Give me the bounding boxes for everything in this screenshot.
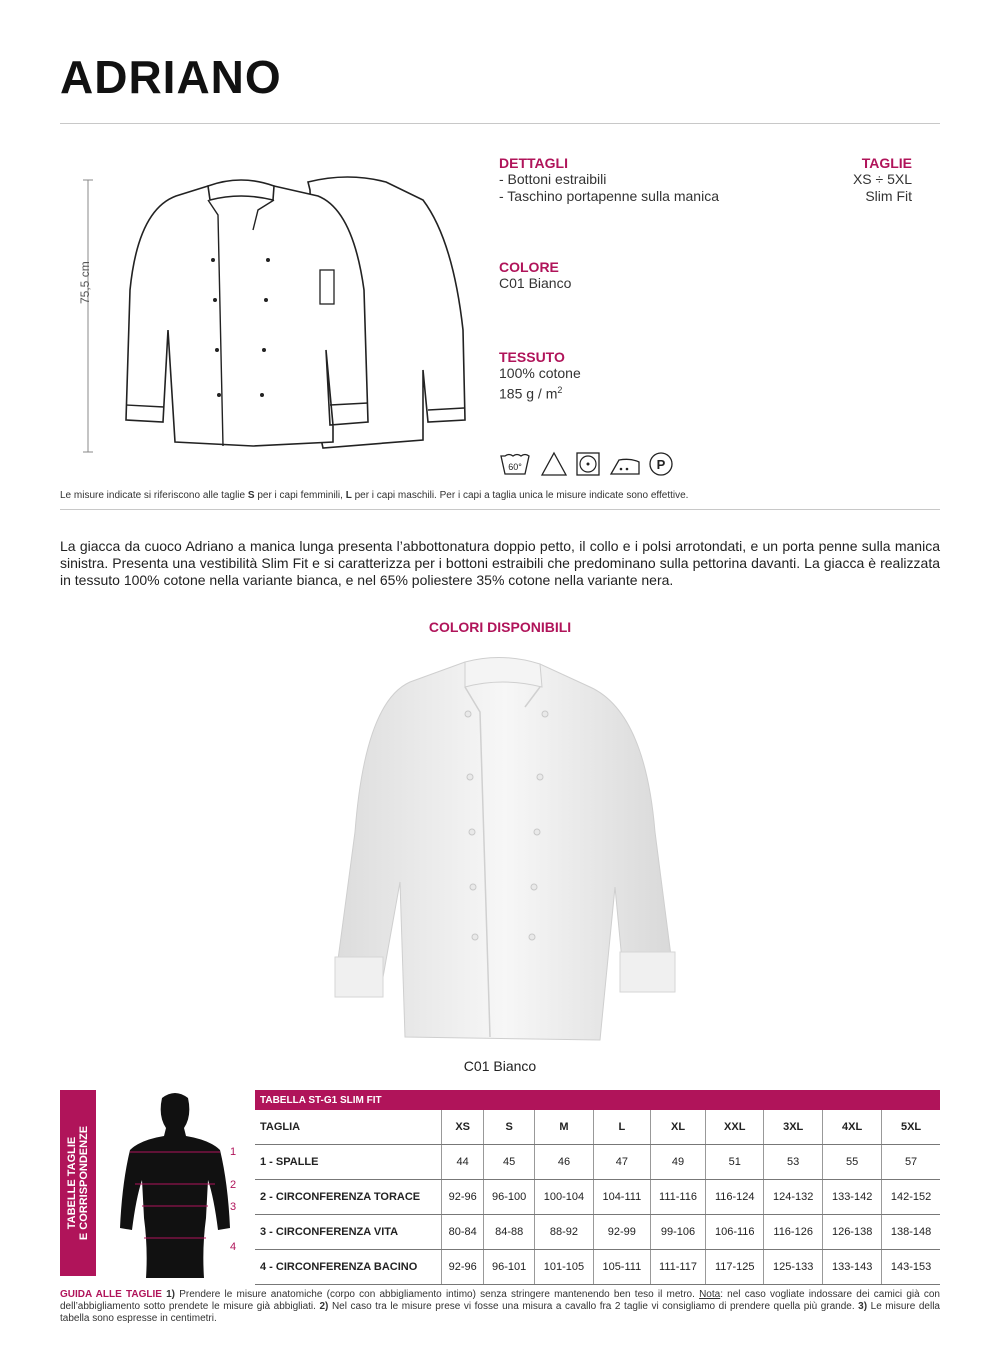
svg-text:60°: 60°	[508, 462, 522, 472]
sizes-range: XS ÷ 5XL	[852, 171, 912, 187]
cell: 142-152	[882, 1180, 940, 1215]
cell: 133-142	[823, 1180, 882, 1215]
color-heading: COLORE	[499, 259, 559, 275]
size-col: S	[484, 1110, 535, 1145]
cell: 143-153	[882, 1250, 940, 1285]
details-item: - Bottoni estraibili	[499, 171, 607, 187]
wash-60-icon	[501, 455, 529, 475]
table-row	[255, 1145, 940, 1180]
table-row	[255, 1215, 940, 1250]
cell: 57	[882, 1145, 940, 1180]
cell: 117-125	[706, 1250, 764, 1285]
details-heading: DETTAGLI	[499, 155, 568, 171]
cell: 53	[764, 1145, 823, 1180]
size-col: 4XL	[823, 1110, 882, 1145]
cell: 133-143	[823, 1250, 882, 1285]
jacket-technical-drawing	[78, 170, 473, 460]
cell: 105-111	[593, 1250, 650, 1285]
cell: 47	[593, 1145, 650, 1180]
jacket-photo-white	[330, 652, 680, 1044]
fabric-weight: 185 g / $m^2$	[499, 385, 563, 402]
cell: 106-116	[706, 1215, 764, 1250]
cell: 104-111	[593, 1180, 650, 1215]
sizes-heading: TAGLIE	[861, 155, 912, 171]
row-label: 2 - CIRCONFERENZA TORACE	[255, 1180, 442, 1215]
size-col: M	[534, 1110, 593, 1145]
row-label: 3 - CIRCONFERENZA VITA	[255, 1215, 442, 1250]
page-title: ADRIANO	[60, 51, 282, 103]
cell: 101-105	[534, 1250, 593, 1285]
size-note: Le misure indicate si riferiscono alle taglie S per i capi femminili, L per i capi maschili. Per i capi a taglia unica le misure indicate sono effettive.	[60, 490, 689, 501]
cell: 92-96	[442, 1180, 484, 1215]
cell: 92-99	[593, 1215, 650, 1250]
fabric-heading: TESSUTO	[499, 349, 565, 365]
table-row	[255, 1250, 940, 1285]
body-marker: 1	[230, 1146, 237, 1158]
cell: 99-106	[650, 1215, 706, 1250]
size-header-label: TAGLIA	[255, 1110, 442, 1145]
swatch-label: C01 Bianco	[463, 1058, 537, 1074]
cell: 84-88	[484, 1215, 535, 1250]
fabric-composition: 100% cotone	[499, 365, 581, 381]
body-marker: 4	[230, 1241, 237, 1253]
cell: 49	[650, 1145, 706, 1180]
body-marker: 2	[230, 1179, 237, 1191]
cell: 46	[534, 1145, 593, 1180]
size-col: 5XL	[882, 1110, 940, 1145]
svg-text:P: P	[656, 457, 666, 472]
cell: 80-84	[442, 1215, 484, 1250]
cell: 116-124	[706, 1180, 764, 1215]
size-col: XL	[650, 1110, 706, 1145]
cell: 126-138	[823, 1215, 882, 1250]
cell: 45	[484, 1145, 535, 1180]
note-divider	[60, 509, 940, 510]
product-description: La giacca da cuoco Adriano a manica lunga presenta l’abbottonatura doppio petto, il collo e i polsi arrotondati, e un porta penne sulla manica sinistra. Presenta una vestibilità Slim Fit e si caratterizza per i bottoni estraibili che predominano sulla pettorina davanti. La giacca è realizzata in tessuto 100% cotone nella variante bianca, e nel 65% poliestere 35% cotone nella variante nera.	[60, 538, 940, 588]
size-col: 3XL	[764, 1110, 823, 1145]
size-table-header: TABELLA ST-G1 SLIM FIT	[255, 1090, 940, 1110]
fabric-section	[499, 349, 581, 403]
sizes-section	[853, 155, 912, 205]
colors-heading: COLORI DISPONIBILI	[428, 619, 572, 635]
size-table	[255, 1090, 940, 1285]
care-icons	[499, 450, 679, 478]
iron-icon	[611, 459, 639, 474]
bleach-triangle-icon	[542, 453, 566, 475]
color-section	[499, 259, 571, 292]
cell: 92-96	[442, 1250, 484, 1285]
row-label: 4 - CIRCONFERENZA BACINO	[255, 1250, 442, 1285]
body-marker: 3	[230, 1201, 237, 1213]
size-tables-side-label: TABELLE TAGLIE E CORRISPONDENZE	[60, 1090, 96, 1276]
sizes-fit: Slim Fit	[865, 188, 912, 204]
body-silhouette-icon	[110, 1088, 240, 1278]
cell: 96-101	[484, 1250, 535, 1285]
cell: 124-132	[764, 1180, 823, 1215]
cell: 44	[442, 1145, 484, 1180]
table-row	[255, 1180, 940, 1215]
cell: 100-104	[534, 1180, 593, 1215]
color-value: C01 Bianco	[499, 275, 572, 291]
cell: 96-100	[484, 1180, 535, 1215]
tumble-dry-icon	[577, 453, 599, 475]
size-guide-text: GUIDA ALLE TAGLIE 1) Prendere le misure anatomiche (corpo con abbigliamento intimo) senza stringere mantenendo ben teso il metro. Nota: nel caso vogliate indossare dei camici già con dell’abbigliamento sotto prendete le misure già abbigliati. 2) Nel caso tra le misure prese vi fosse una misura a cavallo fra 2 taglie vi consigliamo di prendere quella più grande. 3) Le misure della tabella sono espresse in centimetri.	[60, 1289, 940, 1324]
table-row	[255, 1110, 940, 1145]
row-label: 1 - SPALLE	[255, 1145, 442, 1180]
dry-clean-p-icon	[650, 453, 672, 475]
cell: 88-92	[534, 1215, 593, 1250]
details-section	[499, 155, 719, 205]
cell: 116-126	[764, 1215, 823, 1250]
cell: 55	[823, 1145, 882, 1180]
cell: 125-133	[764, 1250, 823, 1285]
top-divider	[60, 123, 940, 124]
size-col: XXL	[706, 1110, 764, 1145]
size-col: XS	[442, 1110, 484, 1145]
size-col: L	[593, 1110, 650, 1145]
cell: 111-116	[650, 1180, 706, 1215]
cell: 138-148	[882, 1215, 940, 1250]
measure-label: 75,5 cm	[78, 261, 92, 304]
cell: 51	[706, 1145, 764, 1180]
details-item: - Taschino portapenne sulla manica	[499, 188, 719, 204]
cell: 111-117	[650, 1250, 706, 1285]
